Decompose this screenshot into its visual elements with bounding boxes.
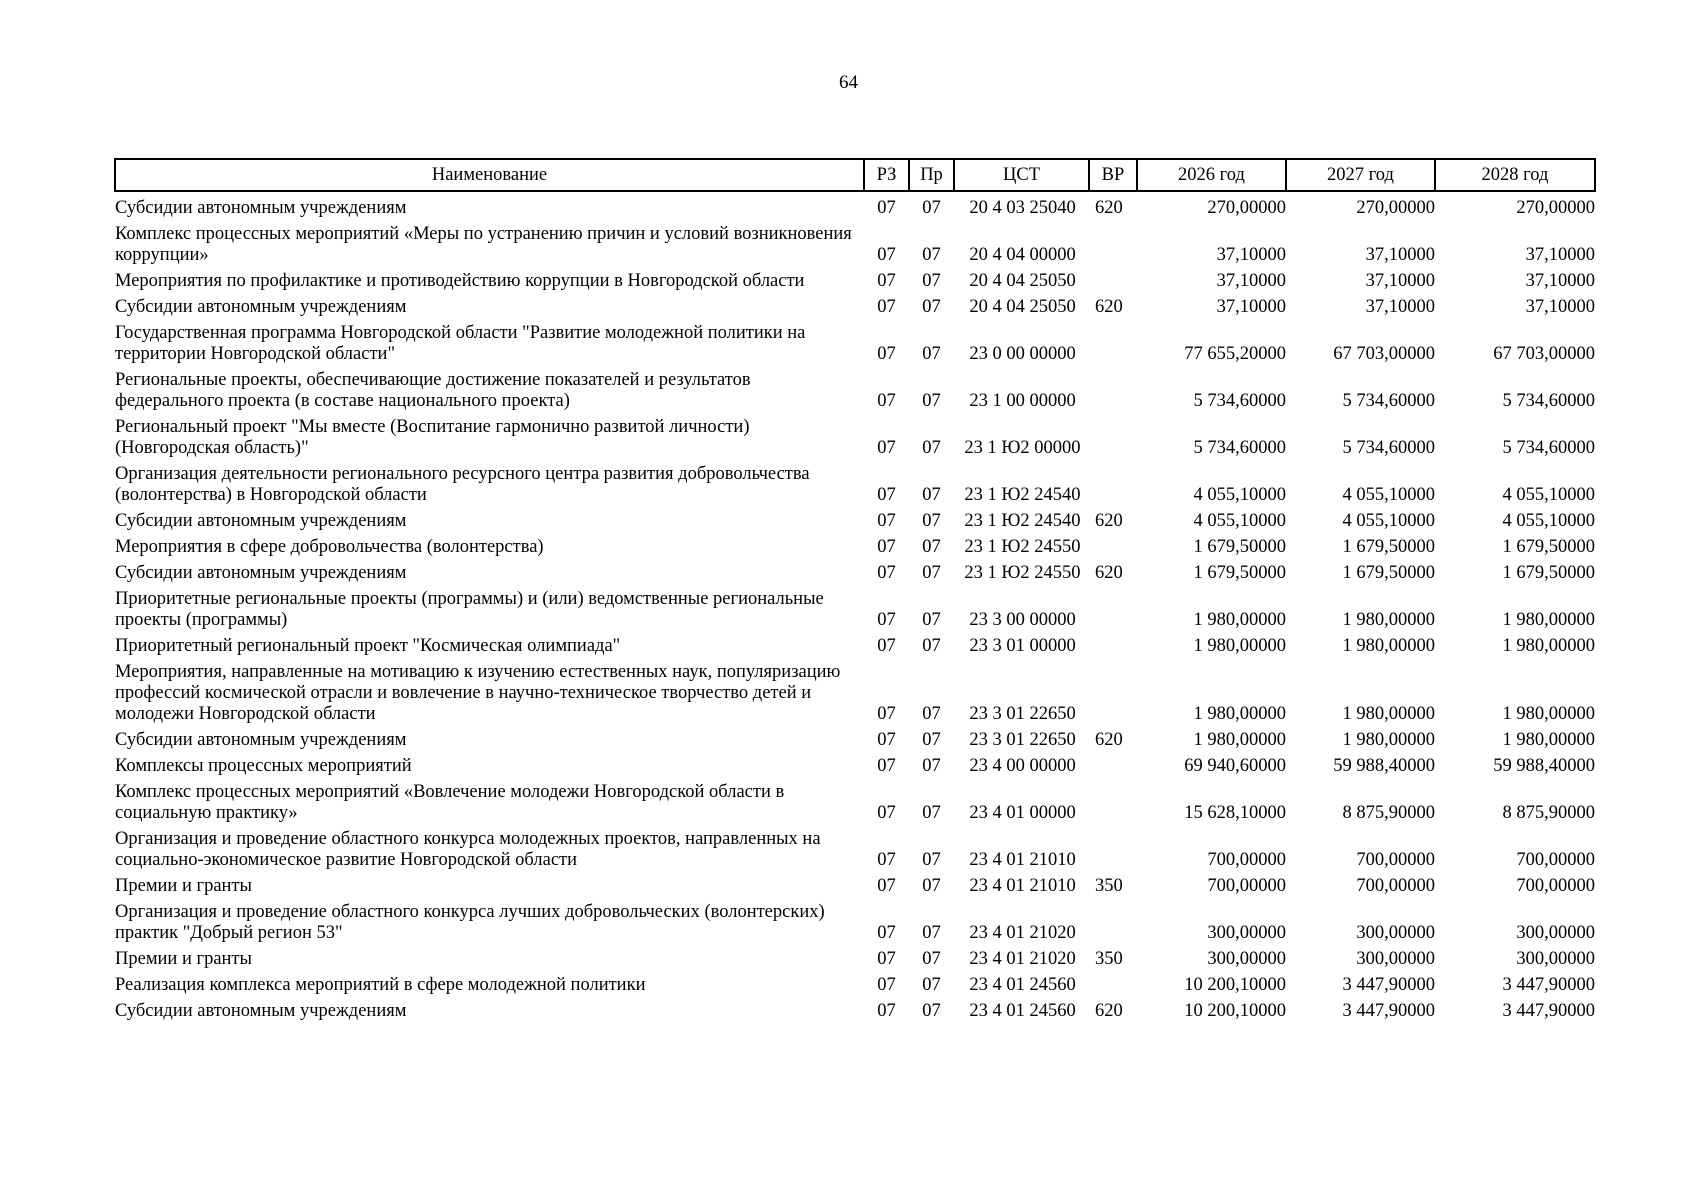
cell-2027: 4 055,10000 (1342, 511, 1435, 531)
cell-pr: 07 (922, 344, 941, 364)
cell-name: Субсидии автономным учреждениям (115, 297, 407, 317)
header-cst: ЦСТ (954, 159, 1089, 191)
cell-cst: 23 3 01 22650 (969, 704, 1076, 724)
cell-name: Субсидии автономным учреждениям (115, 563, 407, 583)
cell-cst: 23 1 Ю2 24540 (964, 511, 1081, 531)
header-pr: Пр (909, 159, 954, 191)
cell-2026: 1 679,50000 (1193, 537, 1286, 557)
cell-2026: 1 980,00000 (1193, 636, 1286, 656)
table-row (115, 729, 1595, 755)
cell-2027: 1 679,50000 (1342, 537, 1435, 557)
cell-name: Региональный проект "Мы вместе (Воспитание гармонично развитой личности) (Новгородская область)" (115, 417, 750, 458)
cell-cst: 20 4 04 25050 (969, 271, 1076, 291)
cell-cst: 20 4 04 00000 (969, 245, 1076, 265)
cell-cst: 20 4 04 25050 (969, 297, 1076, 317)
cell-2028: 1 980,00000 (1502, 730, 1595, 750)
header-vr: ВР (1089, 159, 1137, 191)
cell-rz: 07 (877, 949, 896, 969)
cell-vr (1089, 901, 1137, 948)
cell-pr: 07 (922, 245, 941, 265)
table-row (115, 536, 1595, 562)
cell-pr: 07 (922, 756, 941, 776)
cell-rz: 07 (877, 636, 896, 656)
cell-rz: 07 (877, 271, 896, 291)
cell-pr: 07 (922, 563, 941, 583)
table-row (115, 901, 1595, 948)
cell-name: Субсидии автономным учреждениям (115, 730, 407, 750)
cell-2028: 67 703,00000 (1493, 344, 1595, 364)
cell-2026: 5 734,60000 (1193, 438, 1286, 458)
cell-2027: 1 980,00000 (1342, 730, 1435, 750)
cell-2028: 37,10000 (1525, 245, 1595, 265)
cell-rz: 07 (877, 1001, 896, 1021)
cell-2028: 3 447,90000 (1502, 975, 1595, 995)
cell-name: Премии и гранты (115, 876, 252, 896)
cell-2027: 8 875,90000 (1342, 803, 1435, 823)
cell-vr: 620 (1095, 198, 1123, 218)
table-row (115, 369, 1595, 416)
cell-name: Комплекс процессных мероприятий «Меры по устранению причин и условий возникновения коррупции» (115, 224, 852, 265)
cell-vr (1089, 369, 1137, 416)
cell-2027: 3 447,90000 (1342, 1001, 1435, 1021)
cell-pr: 07 (922, 438, 941, 458)
cell-2028: 1 980,00000 (1502, 704, 1595, 724)
cell-cst: 23 1 Ю2 24540 (964, 485, 1081, 505)
cell-vr (1089, 536, 1137, 562)
cell-vr (1089, 828, 1137, 875)
cell-vr (1089, 661, 1137, 729)
cell-rz: 07 (877, 923, 896, 943)
table-row (115, 322, 1595, 369)
cell-vr (1089, 270, 1137, 296)
cell-cst: 23 4 01 21010 (969, 876, 1076, 896)
cell-2027: 4 055,10000 (1342, 485, 1435, 505)
cell-pr: 07 (922, 803, 941, 823)
cell-name: Комплексы процессных мероприятий (115, 756, 412, 776)
cell-2026: 69 940,60000 (1184, 756, 1286, 776)
cell-rz: 07 (877, 975, 896, 995)
cell-rz: 07 (877, 485, 896, 505)
cell-rz: 07 (877, 850, 896, 870)
header-name: Наименование (115, 159, 864, 191)
cell-2027: 5 734,60000 (1342, 438, 1435, 458)
cell-2026: 4 055,10000 (1193, 511, 1286, 531)
cell-2026: 15 628,10000 (1184, 803, 1286, 823)
cell-vr (1089, 588, 1137, 635)
cell-pr: 07 (922, 610, 941, 630)
cell-rz: 07 (877, 511, 896, 531)
cell-cst: 23 3 01 22650 (969, 730, 1076, 750)
cell-2028: 700,00000 (1516, 850, 1595, 870)
cell-cst: 20 4 03 25040 (969, 198, 1076, 218)
cell-cst: 23 1 Ю2 24550 (964, 563, 1081, 583)
table-row (115, 635, 1595, 661)
cell-2028: 37,10000 (1525, 297, 1595, 317)
cell-rz: 07 (877, 198, 896, 218)
cell-2026: 37,10000 (1216, 271, 1286, 291)
cell-name: Мероприятия в сфере добровольчества (волонтерства) (115, 537, 544, 557)
cell-rz: 07 (877, 391, 896, 411)
cell-name: Приоритетные региональные проекты (программы) и (или) ведомственные региональные проекты (программы) (115, 589, 824, 630)
cell-vr (1089, 416, 1137, 463)
cell-vr: 620 (1095, 1001, 1123, 1021)
header-rz: РЗ (864, 159, 909, 191)
cell-rz: 07 (877, 563, 896, 583)
cell-rz: 07 (877, 297, 896, 317)
cell-2026: 300,00000 (1207, 949, 1286, 969)
cell-2027: 5 734,60000 (1342, 391, 1435, 411)
cell-2026: 700,00000 (1207, 850, 1286, 870)
cell-cst: 23 3 01 00000 (969, 636, 1076, 656)
table-row (115, 296, 1595, 322)
cell-2026: 37,10000 (1216, 297, 1286, 317)
cell-pr: 07 (922, 198, 941, 218)
cell-cst: 23 3 00 00000 (969, 610, 1076, 630)
cell-cst: 23 4 01 00000 (969, 803, 1076, 823)
cell-pr: 07 (922, 975, 941, 995)
cell-2027: 3 447,90000 (1342, 975, 1435, 995)
table-body (115, 191, 1595, 1026)
cell-name: Приоритетный региональный проект "Космическая олимпиада" (115, 636, 621, 656)
cell-rz: 07 (877, 537, 896, 557)
cell-name: Региональные проекты, обеспечивающие достижение показателей и результатов федерального проекта (в составе национального проекта) (115, 370, 751, 411)
cell-name: Субсидии автономным учреждениям (115, 1001, 407, 1021)
cell-cst: 23 4 01 21020 (969, 923, 1076, 943)
cell-name: Субсидии автономным учреждениям (115, 198, 407, 218)
cell-name: Государственная программа Новгородской области "Развитие молодежной политики на территории Новгородской области" (115, 323, 806, 364)
cell-cst: 23 1 Ю2 24550 (964, 537, 1081, 557)
cell-name: Реализация комплекса мероприятий в сфере молодежной политики (115, 975, 646, 995)
cell-2027: 59 988,40000 (1333, 756, 1435, 776)
cell-name: Мероприятия, направленные на мотивацию к изучению естественных наук, популяризацию профессий космической отрасли и вовлечение в научно-техническое творчество детей и молодежи Новгородской области (115, 662, 841, 724)
cell-2027: 37,10000 (1365, 271, 1435, 291)
page-number: 64 (839, 72, 858, 93)
table-row (115, 416, 1595, 463)
cell-pr: 07 (922, 271, 941, 291)
cell-2028: 3 447,90000 (1502, 1001, 1595, 1021)
cell-2026: 10 200,10000 (1184, 975, 1286, 995)
cell-vr: 620 (1095, 563, 1123, 583)
cell-2027: 67 703,00000 (1333, 344, 1435, 364)
table-row (115, 828, 1595, 875)
table-row (115, 223, 1595, 270)
cell-name: Организация деятельности регионального ресурсного центра развития добровольчества (волонтерства) в Новгородской области (115, 464, 810, 505)
cell-2027: 700,00000 (1356, 850, 1435, 870)
cell-2027: 1 980,00000 (1342, 704, 1435, 724)
cell-name: Субсидии автономным учреждениям (115, 511, 407, 531)
header-row (115, 159, 1595, 191)
cell-cst: 23 4 01 24560 (969, 975, 1076, 995)
cell-2028: 59 988,40000 (1493, 756, 1595, 776)
cell-2026: 1 980,00000 (1193, 730, 1286, 750)
cell-2027: 270,00000 (1356, 198, 1435, 218)
table-row (115, 661, 1595, 729)
table-row (115, 270, 1595, 296)
cell-2026: 5 734,60000 (1193, 391, 1286, 411)
cell-vr (1089, 635, 1137, 661)
cell-vr (1089, 781, 1137, 828)
cell-pr: 07 (922, 391, 941, 411)
cell-2026: 300,00000 (1207, 923, 1286, 943)
cell-2027: 1 980,00000 (1342, 636, 1435, 656)
cell-vr (1089, 974, 1137, 1000)
table-row (115, 562, 1595, 588)
cell-pr: 07 (922, 511, 941, 531)
cell-vr (1089, 223, 1137, 270)
cell-vr: 620 (1095, 730, 1123, 750)
cell-2027: 1 679,50000 (1342, 563, 1435, 583)
header-2026: 2026 год (1137, 159, 1286, 191)
cell-name: Комплекс процессных мероприятий «Вовлечение молодежи Новгородской области в социальную практику» (115, 782, 785, 823)
table-row (115, 1000, 1595, 1026)
cell-2026: 1 679,50000 (1193, 563, 1286, 583)
header-2028: 2028 год (1435, 159, 1595, 191)
cell-2026: 10 200,10000 (1184, 1001, 1286, 1021)
table-row (115, 463, 1595, 510)
cell-pr: 07 (922, 923, 941, 943)
cell-pr: 07 (922, 297, 941, 317)
cell-pr: 07 (922, 537, 941, 557)
cell-2028: 1 980,00000 (1502, 636, 1595, 656)
header-2027: 2027 год (1286, 159, 1435, 191)
cell-2026: 1 980,00000 (1193, 704, 1286, 724)
table-row (115, 875, 1595, 901)
cell-2026: 37,10000 (1216, 245, 1286, 265)
table-row (115, 974, 1595, 1000)
cell-2028: 8 875,90000 (1502, 803, 1595, 823)
cell-cst: 23 4 01 21010 (969, 850, 1076, 870)
cell-name: Мероприятия по профилактике и противодействию коррупции в Новгородской области (115, 271, 805, 291)
cell-2026: 4 055,10000 (1193, 485, 1286, 505)
cell-2028: 300,00000 (1516, 949, 1595, 969)
cell-2028: 4 055,10000 (1502, 511, 1595, 531)
cell-2028: 300,00000 (1516, 923, 1595, 943)
cell-rz: 07 (877, 245, 896, 265)
table-row (115, 191, 1595, 223)
table-row (115, 755, 1595, 781)
cell-2028: 5 734,60000 (1502, 438, 1595, 458)
cell-2026: 77 655,20000 (1184, 344, 1286, 364)
cell-cst: 23 1 Ю2 00000 (964, 438, 1081, 458)
cell-name: Организация и проведение областного конкурса лучших добровольческих (волонтерских) практик "Добрый регион 53" (115, 902, 825, 943)
cell-2028: 1 980,00000 (1502, 610, 1595, 630)
budget-table (114, 158, 1596, 1026)
cell-cst: 23 0 00 00000 (969, 344, 1076, 364)
cell-pr: 07 (922, 704, 941, 724)
table-row (115, 510, 1595, 536)
cell-rz: 07 (877, 803, 896, 823)
cell-cst: 23 1 00 00000 (969, 391, 1076, 411)
cell-pr: 07 (922, 1001, 941, 1021)
cell-rz: 07 (877, 704, 896, 724)
cell-rz: 07 (877, 876, 896, 896)
cell-2028: 5 734,60000 (1502, 391, 1595, 411)
cell-vr: 620 (1095, 511, 1123, 531)
cell-name: Организация и проведение областного конкурса молодежных проектов, направленных на социально-экономическое развитие Новгородской области (115, 829, 821, 870)
cell-2028: 4 055,10000 (1502, 485, 1595, 505)
cell-vr (1089, 322, 1137, 369)
cell-2026: 270,00000 (1207, 198, 1286, 218)
cell-name: Премии и гранты (115, 949, 252, 969)
cell-2028: 37,10000 (1525, 271, 1595, 291)
cell-rz: 07 (877, 730, 896, 750)
cell-rz: 07 (877, 756, 896, 776)
cell-2028: 1 679,50000 (1502, 537, 1595, 557)
cell-pr: 07 (922, 949, 941, 969)
cell-2028: 700,00000 (1516, 876, 1595, 896)
cell-pr: 07 (922, 636, 941, 656)
cell-2028: 270,00000 (1516, 198, 1595, 218)
cell-pr: 07 (922, 850, 941, 870)
table-row (115, 588, 1595, 635)
cell-pr: 07 (922, 730, 941, 750)
cell-cst: 23 4 00 00000 (969, 756, 1076, 776)
cell-vr (1089, 755, 1137, 781)
cell-2026: 1 980,00000 (1193, 610, 1286, 630)
cell-2027: 1 980,00000 (1342, 610, 1435, 630)
cell-2027: 37,10000 (1365, 245, 1435, 265)
table-row (115, 948, 1595, 974)
cell-vr: 350 (1095, 876, 1123, 896)
cell-vr (1089, 463, 1137, 510)
cell-rz: 07 (877, 610, 896, 630)
cell-2027: 300,00000 (1356, 923, 1435, 943)
cell-2026: 700,00000 (1207, 876, 1286, 896)
cell-pr: 07 (922, 485, 941, 505)
cell-rz: 07 (877, 344, 896, 364)
cell-2028: 1 679,50000 (1502, 563, 1595, 583)
cell-rz: 07 (877, 438, 896, 458)
cell-2027: 37,10000 (1365, 297, 1435, 317)
cell-2027: 300,00000 (1356, 949, 1435, 969)
cell-vr: 620 (1095, 297, 1123, 317)
table-row (115, 781, 1595, 828)
table-header (115, 159, 1595, 191)
cell-vr: 350 (1095, 949, 1123, 969)
cell-2027: 700,00000 (1356, 876, 1435, 896)
cell-cst: 23 4 01 21020 (969, 949, 1076, 969)
cell-cst: 23 4 01 24560 (969, 1001, 1076, 1021)
cell-pr: 07 (922, 876, 941, 896)
